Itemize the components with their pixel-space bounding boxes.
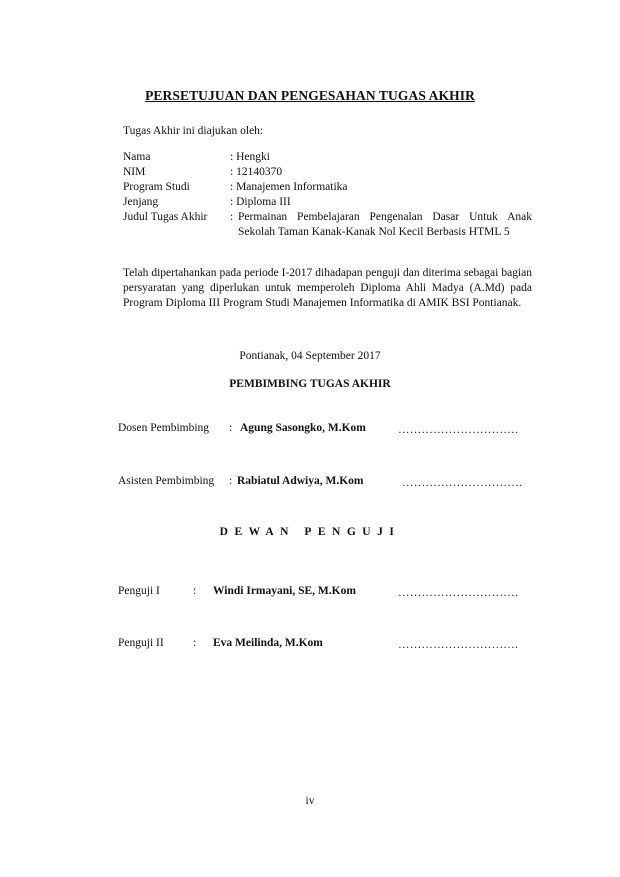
penguji-1-colon: :: [193, 585, 197, 597]
field-value-program-studi: : Manajemen Informatika: [230, 181, 348, 193]
dewan-penguji-heading: DEWAN PENGUJI: [219, 526, 401, 538]
dosen-pembimbing-name: Agung Sasongko, M.Kom: [240, 422, 366, 434]
penguji-1-signature-line: ………………………….: [398, 587, 519, 599]
field-label-jenjang: Jenjang: [123, 196, 159, 208]
asisten-pembimbing-signature-line: ………………………….: [402, 477, 523, 489]
field-value-nim: : 12140370: [230, 166, 283, 178]
penguji-2-colon: :: [193, 637, 197, 649]
asisten-pembimbing-name: Rabiatul Adwiya, M.Kom: [237, 475, 364, 487]
asisten-pembimbing-label: Asisten Pembimbing: [118, 475, 215, 487]
field-colon-judul: :: [230, 211, 234, 223]
penguji-1-name: Windi Irmayani, SE, M.Kom: [213, 585, 356, 597]
dosen-pembimbing-signature-line: ………………………….: [398, 424, 519, 436]
field-value-nama: : Hengki: [230, 151, 270, 163]
field-label-nim: NIM: [123, 166, 146, 178]
dosen-pembimbing-colon: :: [229, 422, 233, 434]
field-label-judul: Judul Tugas Akhir: [123, 211, 208, 223]
field-value-jenjang: : Diploma III: [230, 196, 291, 208]
penguji-2-name: Eva Meilinda, M.Kom: [213, 637, 323, 649]
penguji-2-signature-line: ………………………….: [398, 639, 519, 651]
intro-text: Tugas Akhir ini diajukan oleh:: [123, 125, 264, 137]
statement-paragraph: Telah dipertahankan pada periode I-2017 dihadapan penguji dan diterima sebagai bagian persyaratan yang diperlukan untuk memperoleh Diploma Ahli Madya (A.Md) pada Program Diploma III Program Studi Manajemen Informatika di AMIK BSI Pontianak.: [123, 267, 532, 310]
field-label-nama: Nama: [123, 151, 151, 163]
asisten-pembimbing-colon: :: [229, 475, 233, 487]
pembimbing-heading: PEMBIMBING TUGAS AKHIR: [229, 378, 391, 390]
field-label-program-studi: Program Studi: [123, 181, 190, 193]
page-title: PERSETUJUAN DAN PENGESAHAN TUGAS AKHIR: [145, 88, 475, 103]
place-date: Pontianak, 04 September 2017: [239, 350, 381, 362]
penguji-1-label: Penguji I: [118, 585, 160, 597]
page-number: iv: [305, 795, 315, 807]
dosen-pembimbing-label: Dosen Pembimbing: [118, 422, 210, 434]
penguji-2-label: Penguji II: [118, 637, 164, 649]
field-value-judul: Permainan Pembelajaran Pengenalan Dasar Untuk Anak Sekolah Taman Kanak-Kanak Nol Kecil Berbasis HTML 5: [238, 211, 532, 238]
